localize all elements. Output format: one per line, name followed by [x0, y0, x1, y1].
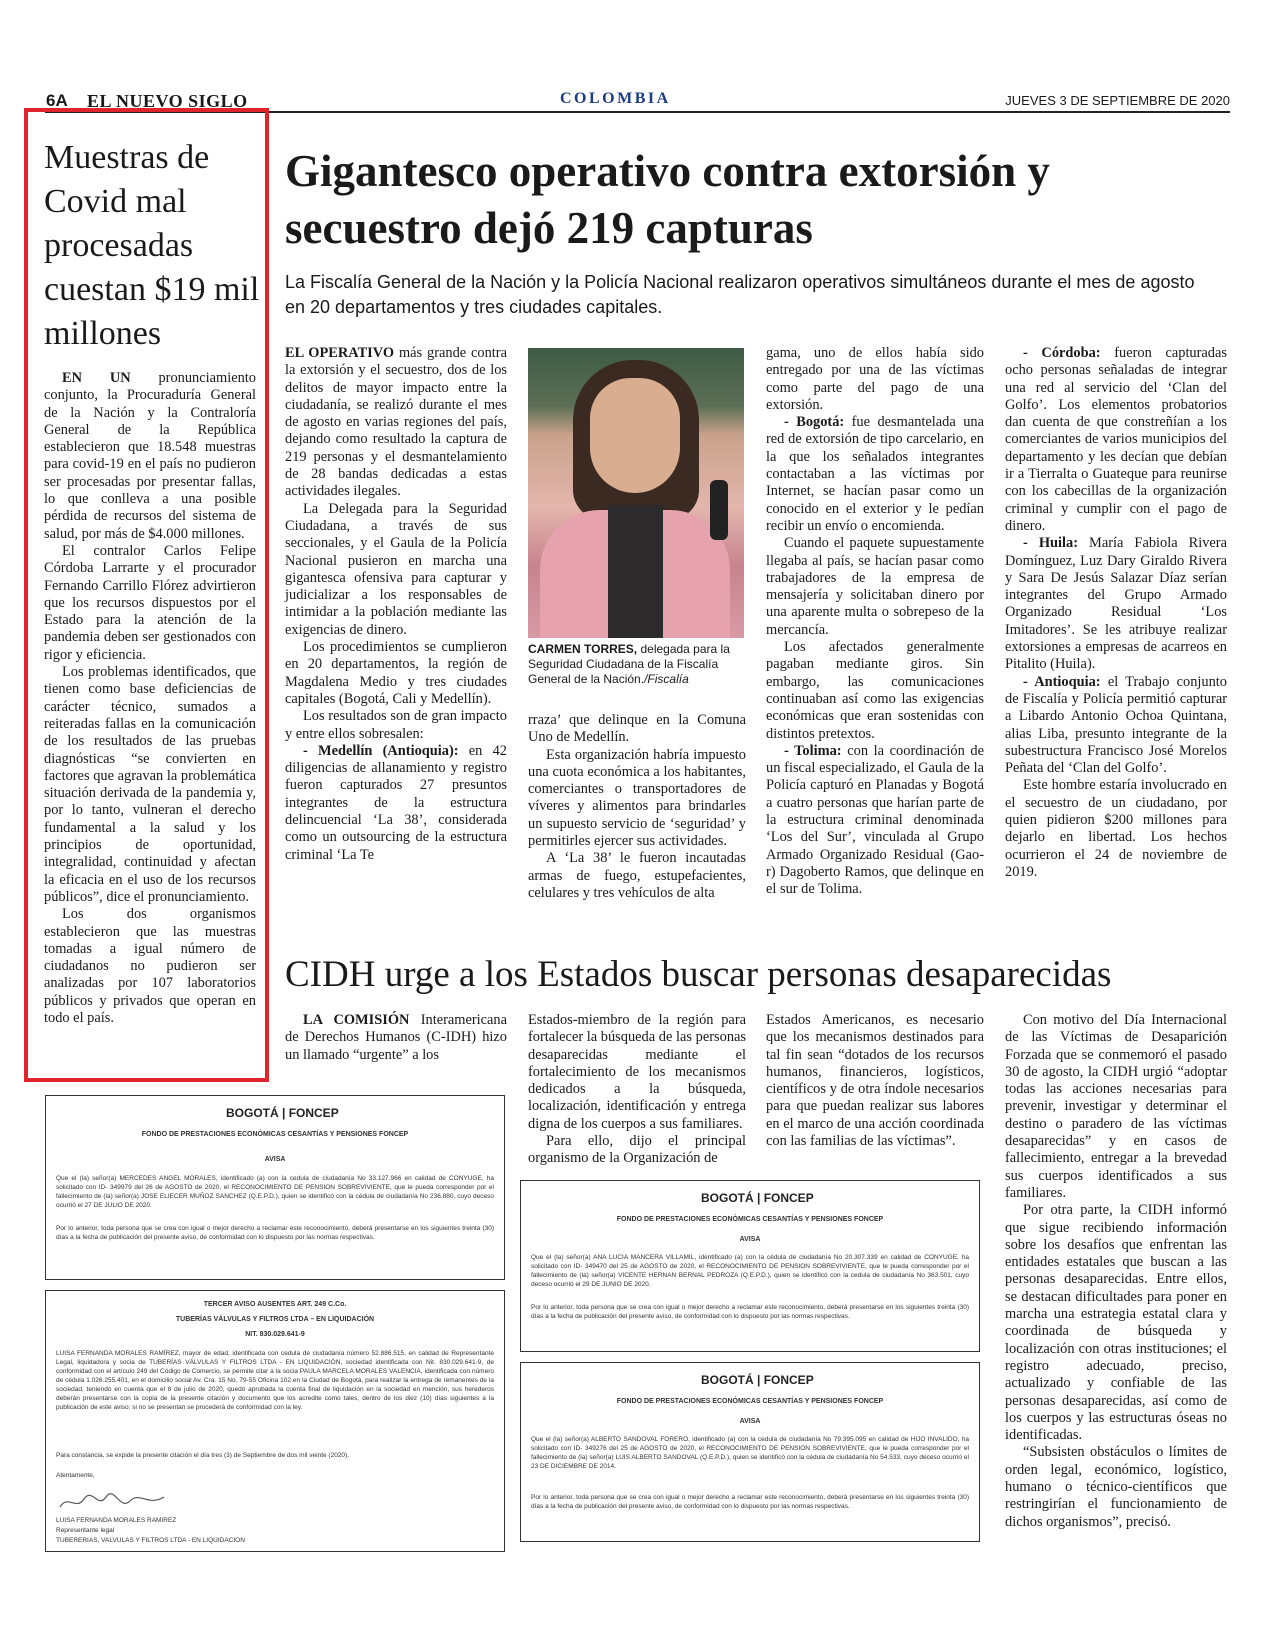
issue-date: JUEVES 3 DE SEPTIEMBRE DE 2020 — [1005, 93, 1230, 108]
main-paragraph: gama, uno de ellos había sido entregado por una de las víctimas como parte del pago de una extorsión. — [766, 345, 984, 413]
notice-title: FONDO DE PRESTACIONES ECONÓMICAS CESANTÍAS Y PENSIONES FONCEP — [616, 1398, 884, 1405]
main-paragraph: más grande contra la extorsión y el secuestro, dos de los delitos de mayor impacto entre la ciudadanía, se realizó durante el mes de agosto en varias regiones del país, dejando como resultado la captura de 219 personas y el desmantelamiento de 28 bandas dedicadas a estas actividades ilegales. — [285, 345, 507, 500]
notice-avisa: AVISA — [264, 1156, 286, 1163]
region-label: - Medellín (Antioquia): — [303, 742, 459, 759]
main-paragraph: fue desmantelada una red de extorsión de tipo carcelario, en la que los señalados integrantes contactaban a las víctimas por Internet, se hacían pasar como un conocido en el exterior y le pedían recibir un envío o encomienda. — [766, 414, 984, 534]
main-paragraph: Los afectados generalmente pagaban mediante giros. Sin embargo, las comunicaciones continuaban así como las exigencias económicas que eran sostenidas con distintos pretextos. — [766, 639, 984, 742]
notice-text: Que el (la) señor(a) MERCEDES ANGEL MORALES, identificado (a) con la cedula de ciudadanía No 33.127.966 en calidad de CONYUGE, ha solicitado con ID- 349979 del 26 de AGOSTO de 2020, el RECONOCIMIENTO DE PENSION SOBREVIVIENTE, que le pueda corresponder por el fallecimiento de (la) señor(a) JOSE ELIECER MUÑOZ SANCHEZ (Q.E.P.D.), quien se identificó con la cédula de ciudadanía No 236.880, cuyo deceso ocurrió el 27 DE JULIO DE 2020. — [56, 1175, 494, 1209]
foncep-notice — [520, 1180, 980, 1352]
foncep-logo: BOGOTÁ | FONCEP — [226, 1106, 339, 1120]
main-deck: La Fiscalía General de la Nación y la Policía Nacional realizaron operativos simultáneos durante el mes de agosto en 20 departamentos y tres ciudades capitales. — [285, 272, 1195, 317]
sidebar-body — [44, 370, 256, 1027]
main-paragraph: La Delegada para la Seguridad Ciudadana, a través de sus seccionales, y el Gaula de la Policía Nacional pusieron en marcha una gigantesca ofensiva para capturar y judicializar a los responsables de intimidar a la población mediante las exigencias de dinero. — [285, 500, 507, 638]
main-paragraph: Cuando el paquete supuestamente llegaba al país, se hacían pasar como trabajadores de la empresa de mensajería y solicitaban dinero por una aparente multa o sobrepeso de la mercancía. — [766, 535, 984, 638]
section-name: COLOMBIA — [560, 90, 671, 107]
notice-nit: NIT. 830.029.641-9 — [245, 1331, 305, 1338]
main-column-2 — [528, 712, 746, 902]
cidh-paragraph: Estados Americanos, es necesario que los mecanismos destinados para tal fin sean “dotados de los recursos humanos, financieros, logísticos, científicos y de otra índole necesarios para que puedan realizar sus labores en el marco de una acción coordinada con las familias de las víctimas”. — [766, 1012, 984, 1150]
notice-text: Que el (la) señor(a) ALBERTO SANDOVAL FORERO, identificado (a) con la cedula de ciudadanía No 79.395.095 en calidad de HIJO INVALIDO, ha solicitado con ID- 349276 del 25 de AGOSTO de 2020, el RECONOCIMIENTO DE PENSION SOBREVIVIENTE, que le pueda corresponder por el fallecimiento de (la) señor(a) LUIS ALBERTO SANDOVAL (Q.E.P.D.), quien se identificó con la cédula de ciudadanía No 54.533, cuyo deceso ocurrió el 23 DE DICIEMBRE DE 2014. — [531, 1436, 969, 1470]
main-column-3 — [766, 345, 984, 899]
notice-title: FONDO DE PRESTACIONES ECONÓMICAS CESANTÍAS Y PENSIONES FONCEP — [141, 1131, 409, 1138]
cidh-column-2 — [528, 1012, 746, 1168]
notice-title: TUBERÍAS VÁLVULAS Y FILTROS LTDA – EN LIQUIDACIÓN — [175, 1316, 375, 1323]
notice-sign: Representante legal — [56, 1527, 115, 1534]
sidebar-paragraph: El contralor Carlos Felipe Córdoba Larrarte y el procurador Fernando Carrillo Flórez advirtieron que los recursos dispuestos por el Estado para la atención de la pandemia deben ser gestionados con rigor y eficiencia. — [44, 542, 256, 663]
main-paragraph: fueron capturadas ocho personas señaladas de integrar una red al servicio del ‘Clan del Golfo’. Los elementos probatorios dan cuenta de que constreñían a los comerciantes de varios municipios del departamento y les decían que debían ir a Tierralta o Guateque para reunirse con los cabecillas de la organización criminal y cumplir con el pago de dinero. — [1005, 345, 1227, 534]
caption-name: CARMEN TORRES, — [528, 642, 638, 656]
region-label: - Antioquia: — [1023, 673, 1101, 690]
notice-sign: LUISA FERNANDA MORALES RAMIREZ — [56, 1517, 177, 1524]
region-label: - Córdoba: — [1023, 345, 1101, 361]
main-lead: EL OPERATIVO — [285, 345, 395, 361]
cidh-column-4 — [1005, 1012, 1227, 1531]
main-paragraph: en 42 diligencias de allanamiento y registro fueron capturados 27 presuntos integrantes de la estructura delincuencial ‘La 38’, considerada como un outsourcing de la estructura criminal ‘La Te — [285, 742, 507, 863]
caption-text: delegada para la Seguridad Ciudadana de la Fiscalía General de la Nación. — [528, 642, 730, 686]
foncep-logo: BOGOTÁ | FONCEP — [701, 1191, 814, 1205]
cidh-column-1 — [285, 1012, 507, 1064]
notice-text: LUISA FERNANDA MORALES RAMÍREZ, mayor de edad, identificada con cedula de ciudadanía número 52.886.515, en calidad de Representante Legal, liquidadora y socia de TUBERÍAS VÁLVULAS Y FILTROS LTDA - EN LIQUIDACIÓN, sociedad identificada con Nit. 830.029.641-9, de conformidad con el artículo 249 del Código de Comercio, se permite citar a la socia PAULA MARCELA MORALES VALENCIA, identificada con número de cédula 1.026.255.401, en el domicilio social Av. Cra. 15 No. 79-55 Oficina 102 en la Ciudad de Bogotá, para realizar la entrega de remanentes de la sociedad, teniendo en cuenta que el 8 de julio de 2020, quedó aprobada la cuenta final de liquidación en la sociedad en mención, sus herederos deberán presentarse con la copia de la presente citación y documento que los acredite como tales, dentro de los diez (10) días siguientes a la publicación de este aviso; si no se presentan se procederá de conformidad con la ley. — [56, 1350, 494, 1411]
region-label: - Tolima: — [784, 742, 842, 759]
region-label: - Bogotá: — [784, 414, 845, 431]
notice-title: FONDO DE PRESTACIONES ECONÓMICAS CESANTÍAS Y PENSIONES FONCEP — [616, 1216, 884, 1223]
cidh-paragraph: Estados-miembro de la región para fortalecer la búsqueda de las personas desaparecidas mediante el fortalecimiento de los mecanismos dedicados a la búsqueda, localización, identificación y entrega digna de los cuerpos a sus familiares. — [528, 1012, 746, 1132]
notice-avisa: AVISA — [739, 1236, 761, 1243]
foncep-logo: BOGOTÁ | FONCEP — [701, 1373, 814, 1387]
main-paragraph: rraza’ que delinque en la Comuna Uno de Medellín. — [528, 712, 746, 746]
notice-text: Por lo anterior, toda persona que se crea con igual o mejor derecho a reclamar este reconocimiento, deberá presentarse en los siguientes treinta (30) días a la fecha de publicación del presente aviso, de conformidad con lo dispuesto por las normas respectivas. — [531, 1304, 969, 1320]
main-column-4 — [1005, 345, 1227, 881]
main-paragraph: con la coordinación de un fiscal especializado, el Gaula de la Policía capturó en Planadas y Bogotá a cuatro personas que harían parte de la estructura criminal denominada ‘Los del Sur’, vinculada al Grupo Armado Organizado Residual (Gao-r) Dagoberto Ramos, que delinque en el sur de Tolima. — [766, 742, 984, 898]
main-paragraph: A ‘La 38’ le fueron incautadas armas de fuego, estupefacientes, celulares y tres vehículos de alta — [528, 850, 746, 901]
cidh-paragraph: Por otra parte, la CIDH informó que sigue recibiendo información sobre los desafíos que enfrentan las entidades estatales que buscan a las personas desaparecidas. Entre ellos, se destacan dificultades para poner en marcha una estrategia estatal clara y coordinada de búsqueda y localización con otras instituciones; el registro adecuado, preciso, actualizado y confiable de las personas desaparecidas, así como de los cuerpos y las estructuras óseas no identificadas. — [1005, 1202, 1227, 1444]
region-label: - Huila: — [1023, 535, 1079, 552]
cidh-lead: LA COMISIÓN — [303, 1012, 410, 1028]
notice-sign: TUBERERIAS, VALVULAS Y FILTROS LTDA - EN LIQUIDACION — [56, 1537, 245, 1544]
cidh-paragraph: Para ello, dijo el principal organismo de la Organización de — [528, 1133, 746, 1167]
cidh-column-3 — [766, 1012, 984, 1150]
photo-face — [590, 378, 680, 493]
microphone-icon — [710, 480, 728, 540]
page-number: 6A — [46, 91, 68, 110]
main-paragraph: Este hombre estaría involucrado en el secuestro de un ciudadano, por quien pidieron $200 millones para dejarlo en libertad. Los hechos ocurrieron el 24 de noviembre de 2019. — [1005, 777, 1227, 880]
notice-text: Por lo anterior, toda persona que se crea con igual o mejor derecho a reclamar este reconocimiento, deberá presentarse en los siguientes treinta (30) días a la fecha de publicación del presente aviso, de conformidad con lo dispuesto por las normas respectivas. — [531, 1494, 969, 1510]
notice-title: TERCER AVISO AUSENTES ART. 249 C.Co. — [203, 1301, 347, 1308]
notice-avisa: AVISA — [739, 1418, 761, 1425]
main-headline: Gigantesco operativo contra extorsión y secuestro dejó 219 capturas — [285, 146, 1050, 253]
foncep-notice — [520, 1362, 980, 1542]
newspaper-name: EL NUEVO SIGLO — [87, 91, 248, 111]
main-paragraph: María Fabiola Rivera Domínguez, Luz Dary Giraldo Rivera y Sara De Jesús Salazar Díaz serían integrantes del Grupo Armado Organizado Residual ‘Los Imitadores’. Se les atribuye realizar extorsiones a empresas de acarreos en Pitalito (Huila). — [1005, 535, 1227, 673]
notice-text: Para constancia, se expide la presente citación el día tres (3) de Septiembre de dos mil veinte (2020). — [56, 1452, 350, 1459]
sidebar-paragraph: Los dos organismos establecieron que las muestras tomadas a igual número de ciudadanos no pudieron ser analizadas por 107 laboratorios públicos y privados que operan en todo el país. — [44, 906, 256, 1026]
signature-icon — [58, 1489, 168, 1515]
foncep-notice — [45, 1095, 505, 1280]
sidebar-paragraph: pronunciamiento conjunto, la Procuraduría General de la Nación y la Contraloría General de la República establecieron que 18.548 muestras para covid-19 en el país no pudieron ser procesadas por presentar fallas, lo que conlleva a una posible pérdida de recursos del sistema de salud, por más de $4.000 millones. — [44, 370, 256, 542]
caption-credit: /Fiscalía — [644, 672, 689, 686]
sidebar-paragraph: Los problemas identificados, que tienen como base deficiencias de carácter técnico, sumados a reiteradas fallas en la comunicación de los resultados de las pruebas diagnósticas “se convierten en factores que agravan la problemática situación derivada de la pandemia y, por lo tanto, vulneran el derecho fundamental a la salud y los principios de oportunidad, integralidad, continuidad y afectan la eficacia en el uso de los recursos públicos”, dice el pronunciamiento. — [44, 664, 256, 905]
cidh-paragraph: Interamericana de Derechos Humanos (C-IDH) hizo un llamado “urgente” a los — [285, 1012, 507, 1063]
sidebar-lead: EN UN — [62, 370, 131, 386]
main-paragraph: Los resultados son de gran impacto y entre ellos sobresalen: — [285, 708, 507, 742]
notice-text: Por lo anterior, toda persona que se crea con igual o mejor derecho a reclamar este reconocimiento, deberá presentarse en los siguientes treinta (30) días a la fecha de publicación del presente aviso, de conformidad con lo dispuesto por las normas respectivas. — [56, 1225, 494, 1241]
notice-text: Que el (la) señor(a) ANA LUCIA MANCERA VILLAMIL, identificado (a) con la cédula de ciudadanía No 20.307.339 en calidad de CONYUGE, ha solicitado con ID- 349470 del 25 de AGOSTO de 2020, el RECONOCIMIENTO DE PENSION SOBREVIVIENTE, que le pueda corresponder por el fallecimiento de (la) señor(a) VICENTE HERNAN BERNAL PEDROZA (Q.E.P.D.), quien se identificó con la cedula de ciudadanía No 363.501, cuyo deceso ocurrió el 29 DE JUNIO DE 2020. — [531, 1254, 969, 1288]
cidh-paragraph: “Subsisten obstáculos o límites de orden legal, económico, logístico, humano o técnico-científicos que restringirían el funcionamiento de dichos organismos”, precisó. — [1005, 1444, 1227, 1530]
cidh-headline: CIDH urge a los Estados buscar personas desaparecidas — [285, 954, 1112, 995]
main-paragraph: Los procedimientos se cumplieron en 20 departamentos, la región de Magdalena Medio y tres ciudades capitales (Bogotá, Cali y Medellín). — [285, 639, 507, 707]
sidebar-title: Muestras de Covid mal procesadas cuestan $19 mil millones — [44, 139, 260, 352]
main-column-1 — [285, 345, 507, 864]
cidh-paragraph: Con motivo del Día Internacional de las Víctimas de Desaparición Forzada que se conmemoró el pasado 30 de agosto, la CIDH urgió “adoptar todas las acciones necesarias para prevenir, investigar y determinar el destino o paradero de las víctimas desaparecidas” y en casos de fallecimiento, entregar a la brevedad sus cuerpos identificados a sus familiares. — [1005, 1012, 1227, 1201]
notice-sign: Atentamente, — [56, 1472, 95, 1479]
tuberias-notice — [45, 1290, 505, 1552]
photo-blouse — [608, 505, 663, 638]
main-paragraph: Esta organización habría impuesto una cuota económica a los habitantes, comerciantes o transportadores de víveres y alimentos para brindarles un supuesto servicio de ‘seguridad’ y permitirles ejercer sus actividades. — [528, 746, 746, 850]
main-paragraph: el Trabajo conjunto de Fiscalía y Policía permitió capturar a Libardo Antonio Ochoa Quintana, alias Liba, presunto integrante de la subestructura Francisco José Morelos Peñata del ‘Clan del Golfo’. — [1005, 673, 1227, 777]
photo-caption — [528, 642, 746, 687]
